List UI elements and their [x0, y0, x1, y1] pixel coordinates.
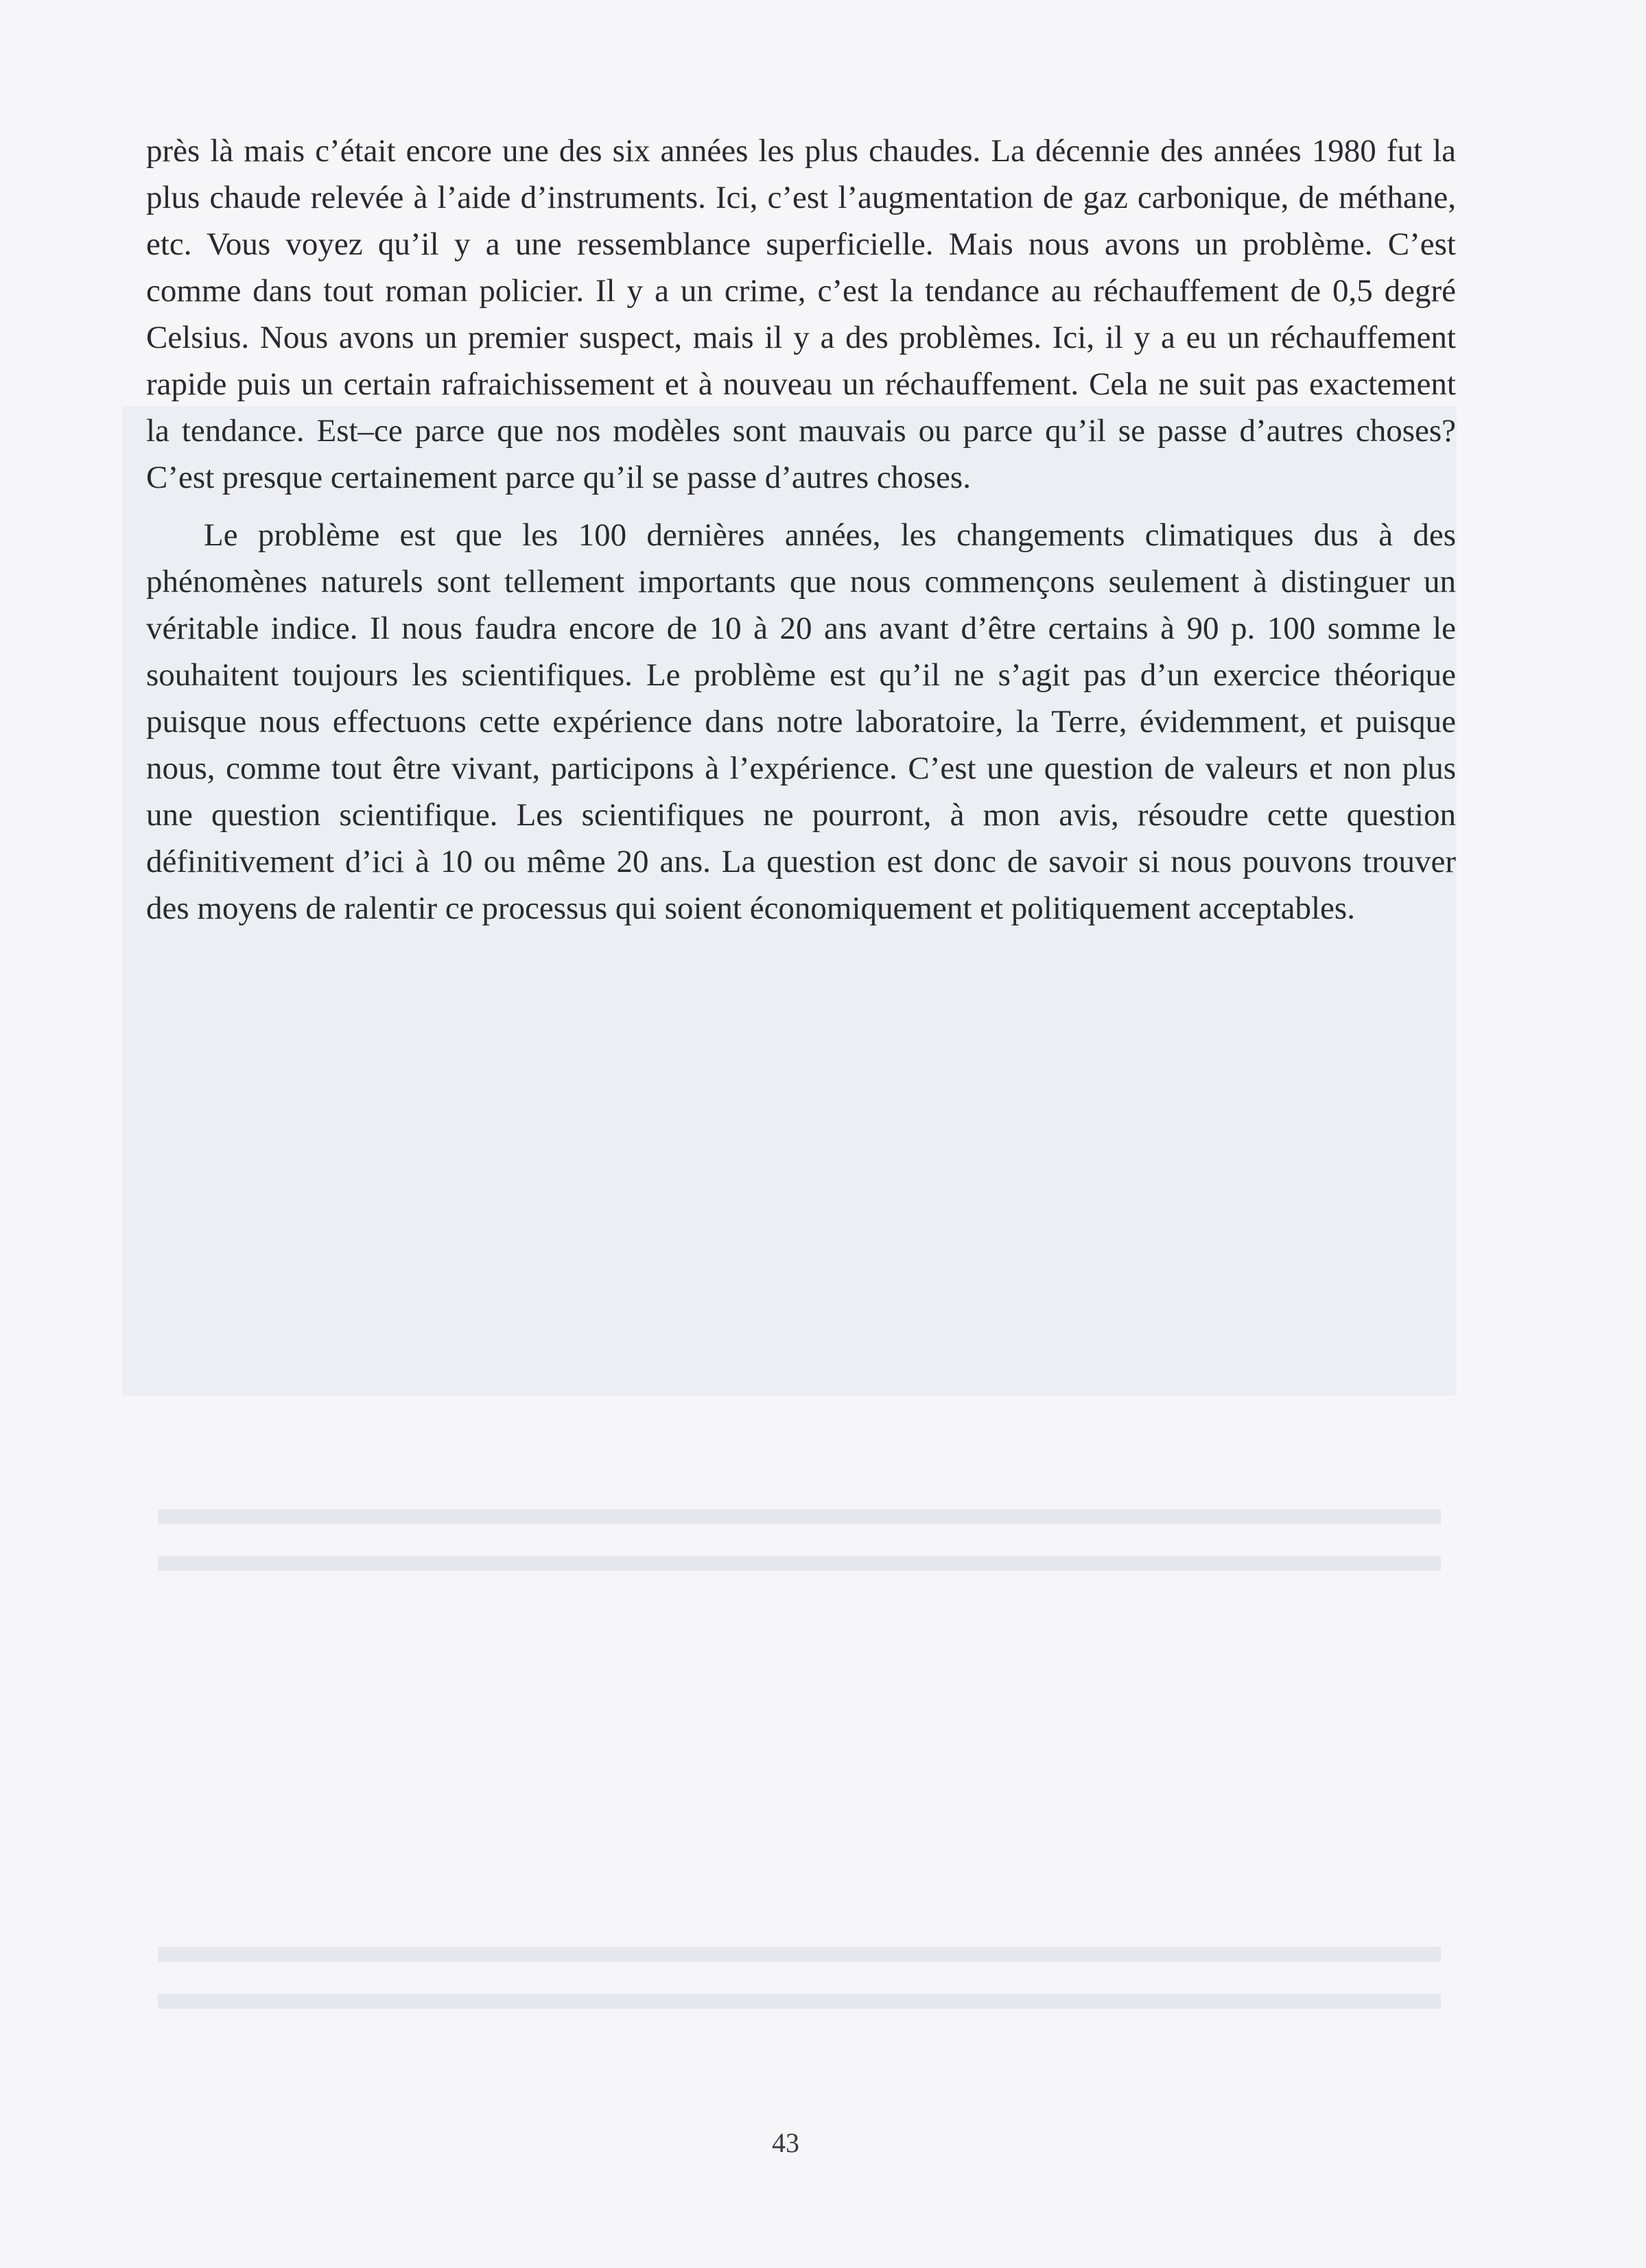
- paragraph: Le problème est que les 100 dernières années, les changements climatiques dus à des phénomènes naturels sont tellement importants que nous commençons seulement à distinguer un véritable indice. Il nous faudra encore de 10 à 20 ans avant d’être certains à 90 p. 100 somme le souhaitent toujours les scientifiques. Le problème est qu’il ne s’agit pas d’un exercice théorique puisque nous effectuons cette expérience dans notre laboratoire, la Terre, évidemment, et puisque nous, comme tout être vivant, participons à l’expérience. C’est une question de valeurs et non plus une question scientifique. Les scientifiques ne pourront, à mon avis, résoudre cette question définitivement d’ici à 10 ou même 20 ans. La question est donc de savoir si nous pouvons trouver des moyens de ralentir ce processus qui soient économiquement et politiquement acceptables.: [146, 517, 1456, 926]
- bleed-through-line: [158, 1556, 1441, 1571]
- body-text: [146, 128, 1456, 932]
- bleed-through-line: [158, 1947, 1441, 1962]
- page-number: 43: [772, 2127, 799, 2158]
- bleed-through-line: [158, 1509, 1441, 1524]
- bleed-through-line: [158, 1994, 1441, 2009]
- paragraph: près là mais c’était encore une des six années les plus chaudes. La décennie des années 1980 fut la plus chaude relevée à l’aide d’instruments. Ici, c’est l’augmentation de gaz carbonique, de méthane, etc. Vous voyez qu’il y a une ressemblance superficielle. Mais nous avons un problème. C’est comme dans tout roman policier. Il y a un crime, c’est la tendance au réchauffement de 0,5 degré Celsius. Nous avons un premier suspect, mais il y a des problèmes. Ici, il y a eu un réchauffement rapide puis un certain rafraichissement et à nouveau un réchauffement. Cela ne suit pas exactement la tendance. Est–ce parce que nos modèles sont mauvais ou parce qu’il se passe d’autres choses? C’est presque certainement parce qu’il se passe d’autres choses.: [146, 133, 1456, 495]
